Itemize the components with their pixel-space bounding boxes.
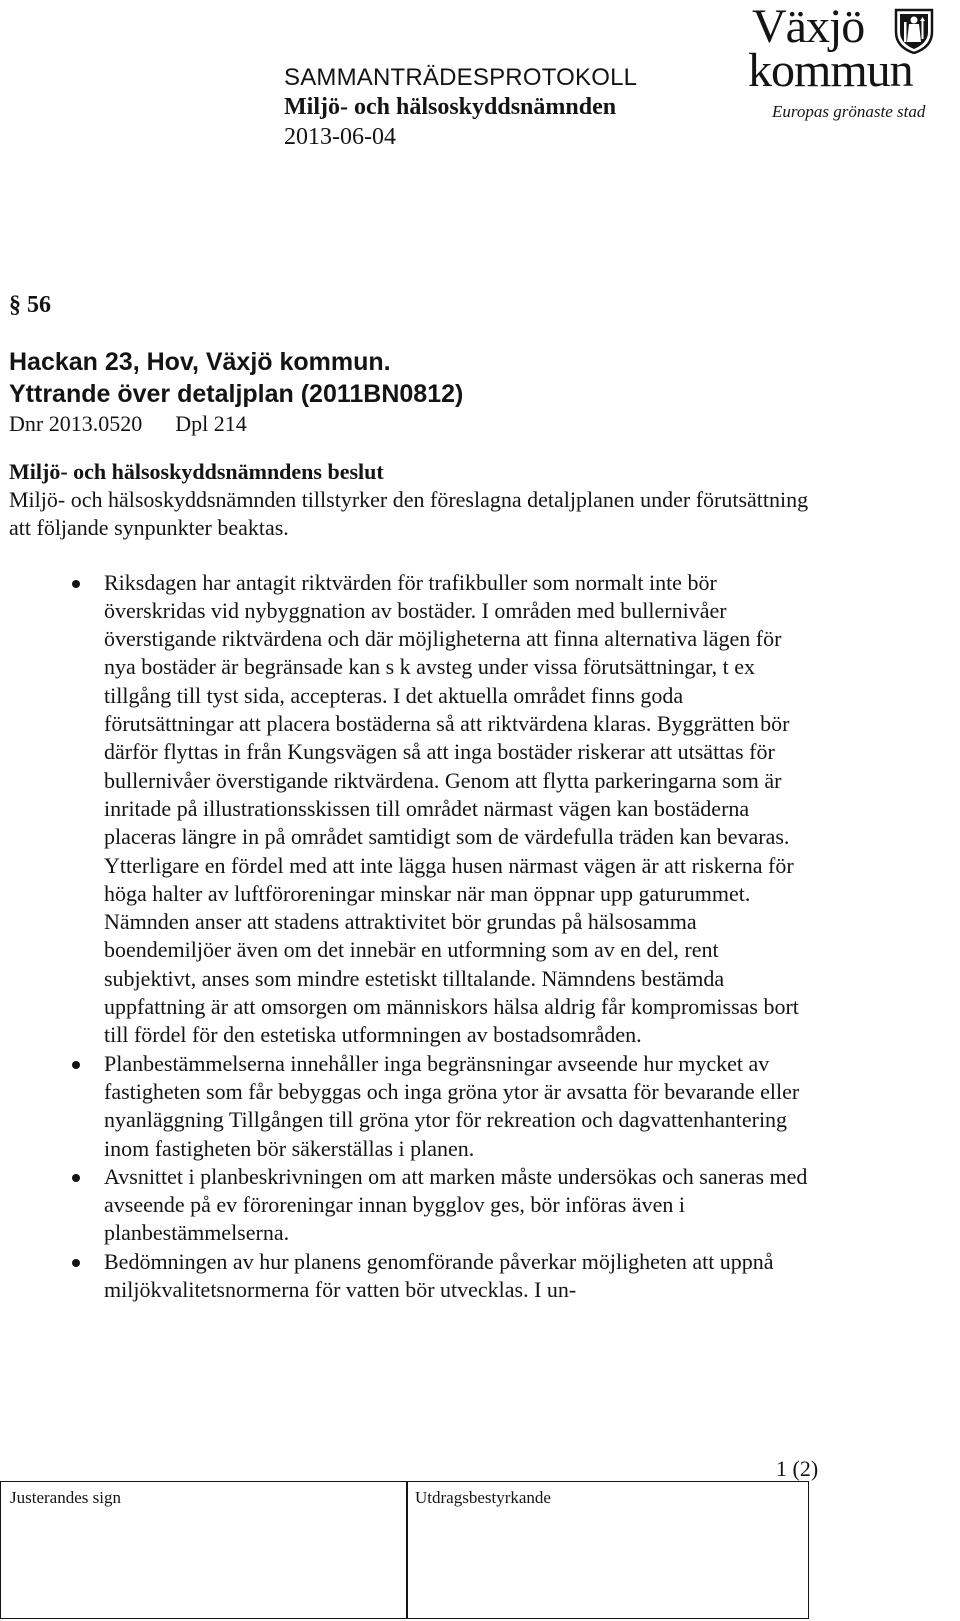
bullet-icon [72, 1259, 80, 1267]
paragraph-number: § 56 [9, 292, 51, 318]
section-title-line1: Hackan 23, Hov, Växjö kommun. [9, 348, 391, 376]
signature-table [0, 1481, 809, 1619]
document-type: SAMMANTRÄDESPROTOKOLL [284, 64, 638, 91]
list-item-text: Riksdagen har antagit riktvärden för trafikbuller som normalt inte bör överskridas vid nybyggnation av bostäder. I områden med bullernivåer överstigande riktvärdena och där möjligheterna att finna alternativa lägen för nya bostäder är begränsade kan s k avsteg under vissa förutsättningar, t ex tillgång till tyst sida, accepteras. I det aktuella området finns goda förutsättningar att placera bostäderna så att riktvärdena klaras. Byggrätten bör därför flyttas in från Kungsvägen så att inga bostäder riskerar att utsättas för bullernivåer överstigande riktvärdena. Genom att flytta parkeringarna som är inritade på illustrationsskissen till området närmast vägen kan bostäderna placeras längre in på området samtidigt som de värdefulla träden kan bevaras. Ytterligare en fördel med att inte lägga husen närmast vägen är att riskerna för höga halter av luftföroreningar minskar när man öppnar upp gaturummet. Nämnden anser att stadens attraktivitet bör grundas på hälsosamma boendemiljöer även om det innebär en utformning som av en del, rent subjektivt, anses som mindre estetiskt tilltalande. Nämndens bestämda uppfattning är att omsorgen om människors hälsa aldrig får kompromissas bort till fördel för den estetiska utformningen av bostadsområden. [104, 569, 799, 1048]
meeting-date: 2013-06-04 [284, 124, 396, 150]
document-body [9, 288, 809, 1304]
logo-line2: kommun [748, 44, 913, 97]
list-item [9, 1248, 809, 1305]
list-item [9, 1050, 809, 1163]
list-item-text: Bedömningen av hur planens genomförande påverkar möjligheten att uppnå miljökvalitetsnormerna för vatten bör utvecklas. I un- [104, 1248, 774, 1303]
justerandes-sign-label: Justerandes sign [10, 1488, 121, 1507]
bullet-icon [72, 1061, 80, 1069]
signature-divider [406, 1482, 408, 1618]
list-item-text: Planbestämmelserna innehåller inga begränsningar avseende hur mycket av fastigheten som får bebyggas och inga gröna ytor är avsatta för bevarande eller nyanläggning Tillgången till gröna ytor för rekreation och dagvattenhantering inom fastigheten bör säkerställas i planen. [104, 1050, 800, 1161]
section-title-line2: Yttrande över detaljplan (2011BN0812) [9, 380, 464, 408]
page-header [0, 0, 960, 160]
bullet-icon [72, 1174, 80, 1182]
decision-text: Miljö- och hälsoskyddsnämnden tillstyrker den föreslagna detaljplanen under förutsättning att följande synpunkter beaktas. [9, 487, 809, 541]
utdragsbestyrkande-label: Utdragsbestyrkande [415, 1488, 551, 1507]
page-number: 1 (2) [776, 1456, 819, 1481]
vaxjo-kommun-logo [748, 0, 952, 126]
list-item [9, 569, 809, 1050]
diary-number: Dnr 2013.0520 Dpl 214 [9, 411, 247, 436]
decision-heading: Miljö- och hälsoskyddsnämndens beslut [9, 459, 384, 484]
bullet-icon [72, 580, 80, 588]
committee-name: Miljö- och hälsoskyddsnämnden [284, 94, 617, 120]
list-item [9, 1163, 809, 1248]
list-item-text: Avsnittet i planbeskrivningen om att marken måste undersökas och saneras med avseende på ev föroreningar innan bygglov ges, bör införas även i planbestämmelserna. [104, 1163, 808, 1246]
comment-list [9, 569, 809, 1305]
logo-tagline: Europas grönaste stad [772, 102, 926, 121]
logo-line1: Växjö [752, 0, 865, 53]
